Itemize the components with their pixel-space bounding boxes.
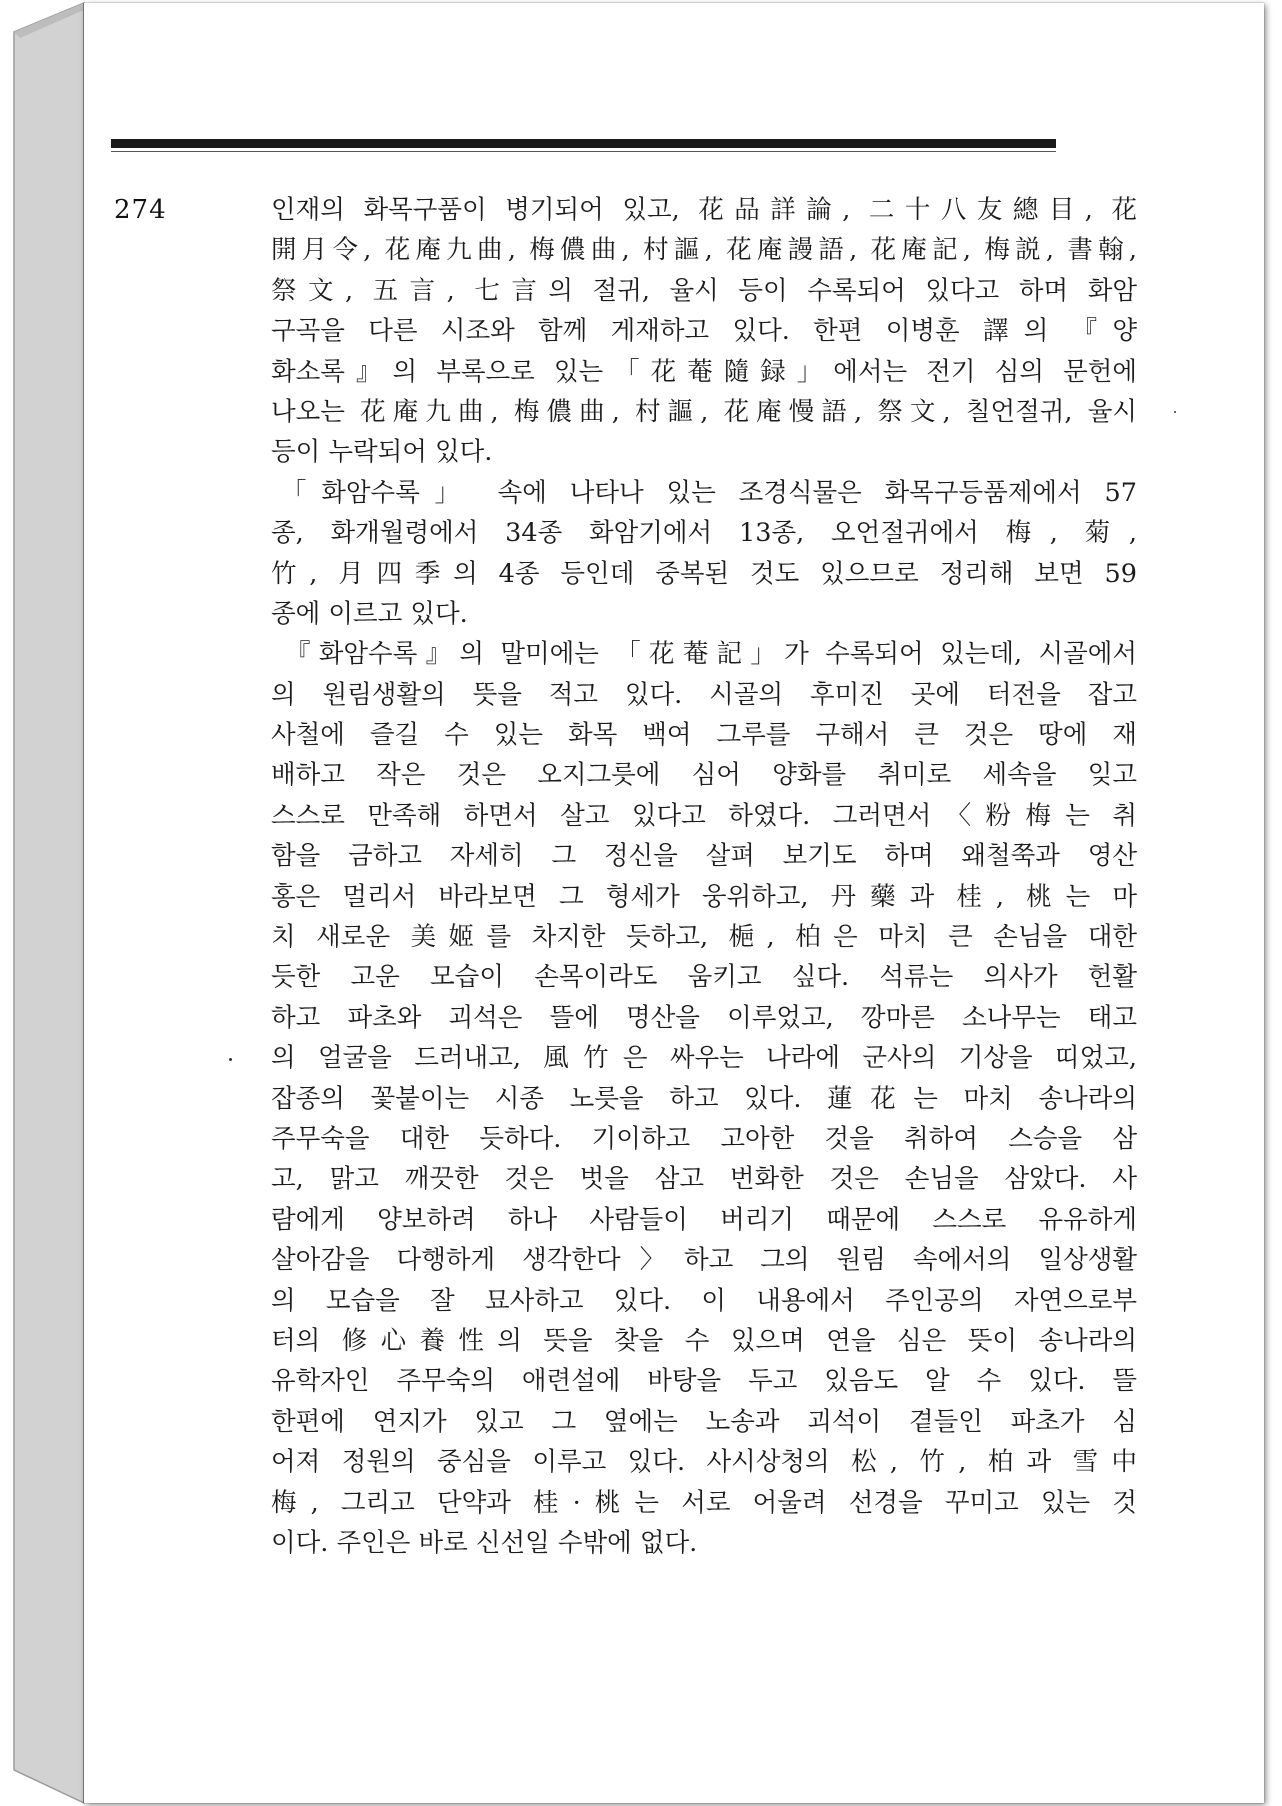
text-line: 등이 누락되어 있다. (271, 437, 493, 468)
text-line: 듯한 고운 모습이 손목이라도 움키고 싶다. 석류는 의사가 헌활 (271, 962, 1137, 993)
text-line: 잡종의 꽃붙이는 시종 노릇을 하고 있다. 蓮花는 마치 송나라의 (271, 1083, 1137, 1114)
text-line: 고, 맑고 깨끗한 것은 벗을 삼고 번화한 것은 손님을 삼았다. 사 (271, 1164, 1137, 1195)
text-line: 『화암수록』의 말미에는 「花菴記」가 수록되어 있는데, 시골에서 (285, 639, 1137, 670)
text-line: 竹, 月四季의 4종 등인데 중복된 것도 있으므로 정리해 보면 59 (271, 558, 1137, 589)
text-line: 살아감을 다행하게 생각한다〉하고 그의 원림 속에서의 일상생활 (271, 1245, 1137, 1276)
text-line: 배하고 작은 것은 오지그릇에 심어 양화를 취미로 세속을 잊고 (271, 760, 1137, 791)
text-line: 터의 修心養性의 뜻을 찾을 수 있으며 연을 심은 뜻이 송나라의 (271, 1325, 1137, 1356)
scan-speck (229, 1058, 232, 1061)
text-line: 유학자인 주무숙의 애련설에 바탕을 두고 있음도 알 수 있다. 뜰 (271, 1366, 1137, 1397)
text-line: 나오는 花庵九曲, 梅儂曲, 村謳, 花庵慢語, 祭文, 칠언절귀, 율시 (271, 396, 1137, 427)
text-line: 「화암수록」 속에 나타나 있는 조경식물은 화목구등품제에서 57 (281, 477, 1137, 508)
page-number: 274 (114, 195, 167, 225)
paragraph-3 (271, 634, 1137, 1563)
text-line: 이다. 주인은 바로 신선일 수밖에 없다. (271, 1527, 698, 1558)
text-line: 치 새로운 美姬를 차지한 듯하고, 梔, 柏은 마치 큰 손님을 대한 (271, 922, 1137, 953)
text-line: 사철에 즐길 수 있는 화목 백여 그루를 구해서 큰 것은 땅에 재 (271, 720, 1137, 751)
paragraph-1 (271, 190, 1137, 473)
text-line: 祭文, 五言, 七言의 절귀, 율시 등이 수록되어 있다고 하며 화암 (271, 275, 1137, 306)
text-line: 어져 정원의 중심을 이루고 있다. 사시상청의 松, 竹, 柏과 雪中 (271, 1447, 1137, 1478)
text-line: 람에게 양보하려 하나 사람들이 버리기 때문에 스스로 유유하게 (271, 1204, 1137, 1235)
text-line: 하고 파초와 괴석은 뜰에 명산을 이루었고, 깡마른 소나무는 태고 (271, 1002, 1137, 1033)
scan-speck (1174, 411, 1176, 413)
text-line: 의 원림생활의 뜻을 적고 있다. 시골의 후미진 곳에 터전을 잡고 (271, 679, 1137, 710)
text-line: 의 얼굴을 드러내고, 風竹은 싸우는 나라에 군사의 기상을 띠었고, (271, 1043, 1137, 1074)
text-line: 開月令, 花庵九曲, 梅儂曲, 村謳, 花庵謾語, 花庵記, 梅説, 書翰, (271, 235, 1137, 266)
text-line: 스스로 만족해 하면서 살고 있다고 하였다. 그러면서〈粉梅는 취 (271, 800, 1137, 831)
text-line: 화소록』의 부록으로 있는「花菴隨録」에서는 전기 심의 문헌에 (271, 356, 1137, 387)
header-rule-thin (111, 151, 1056, 152)
text-line: 종에 이르고 있다. (271, 598, 468, 629)
text-line: 구곡을 다른 시조와 함께 게재하고 있다. 한편 이병훈 譯의 『양 (271, 316, 1137, 347)
text-line: 홍은 멀리서 바라보면 그 형세가 웅위하고, 丹藥과 桂, 桃는 마 (271, 881, 1137, 912)
paragraph-2 (271, 473, 1137, 635)
text-line: 함을 금하고 자세히 그 정신을 살펴 보기도 하며 왜철쭉과 영산 (271, 841, 1137, 872)
body-text (271, 190, 1137, 1563)
text-line: 梅, 그리고 단약과 桂·桃는 서로 어울려 선경을 꾸미고 있는 것 (271, 1487, 1137, 1518)
text-line: 인재의 화목구품이 병기되어 있고, 花品詳論, 二十八友總目, 花 (271, 195, 1137, 225)
text-line: 주무숙을 대한 듯하다. 기이하고 고아한 것을 취하여 스승을 삼 (271, 1123, 1137, 1154)
header-rule-thick (111, 139, 1056, 148)
text-line: 종, 화개월령에서 34종 화암기에서 13종, 오언절귀에서 梅, 菊, (271, 518, 1137, 549)
text-line: 의 모습을 잘 묘사하고 있다. 이 내용에서 주인공의 자연으로부 (271, 1285, 1137, 1316)
text-line: 한편에 연지가 있고 그 옆에는 노송과 괴석이 곁들인 파초가 심 (271, 1406, 1137, 1437)
